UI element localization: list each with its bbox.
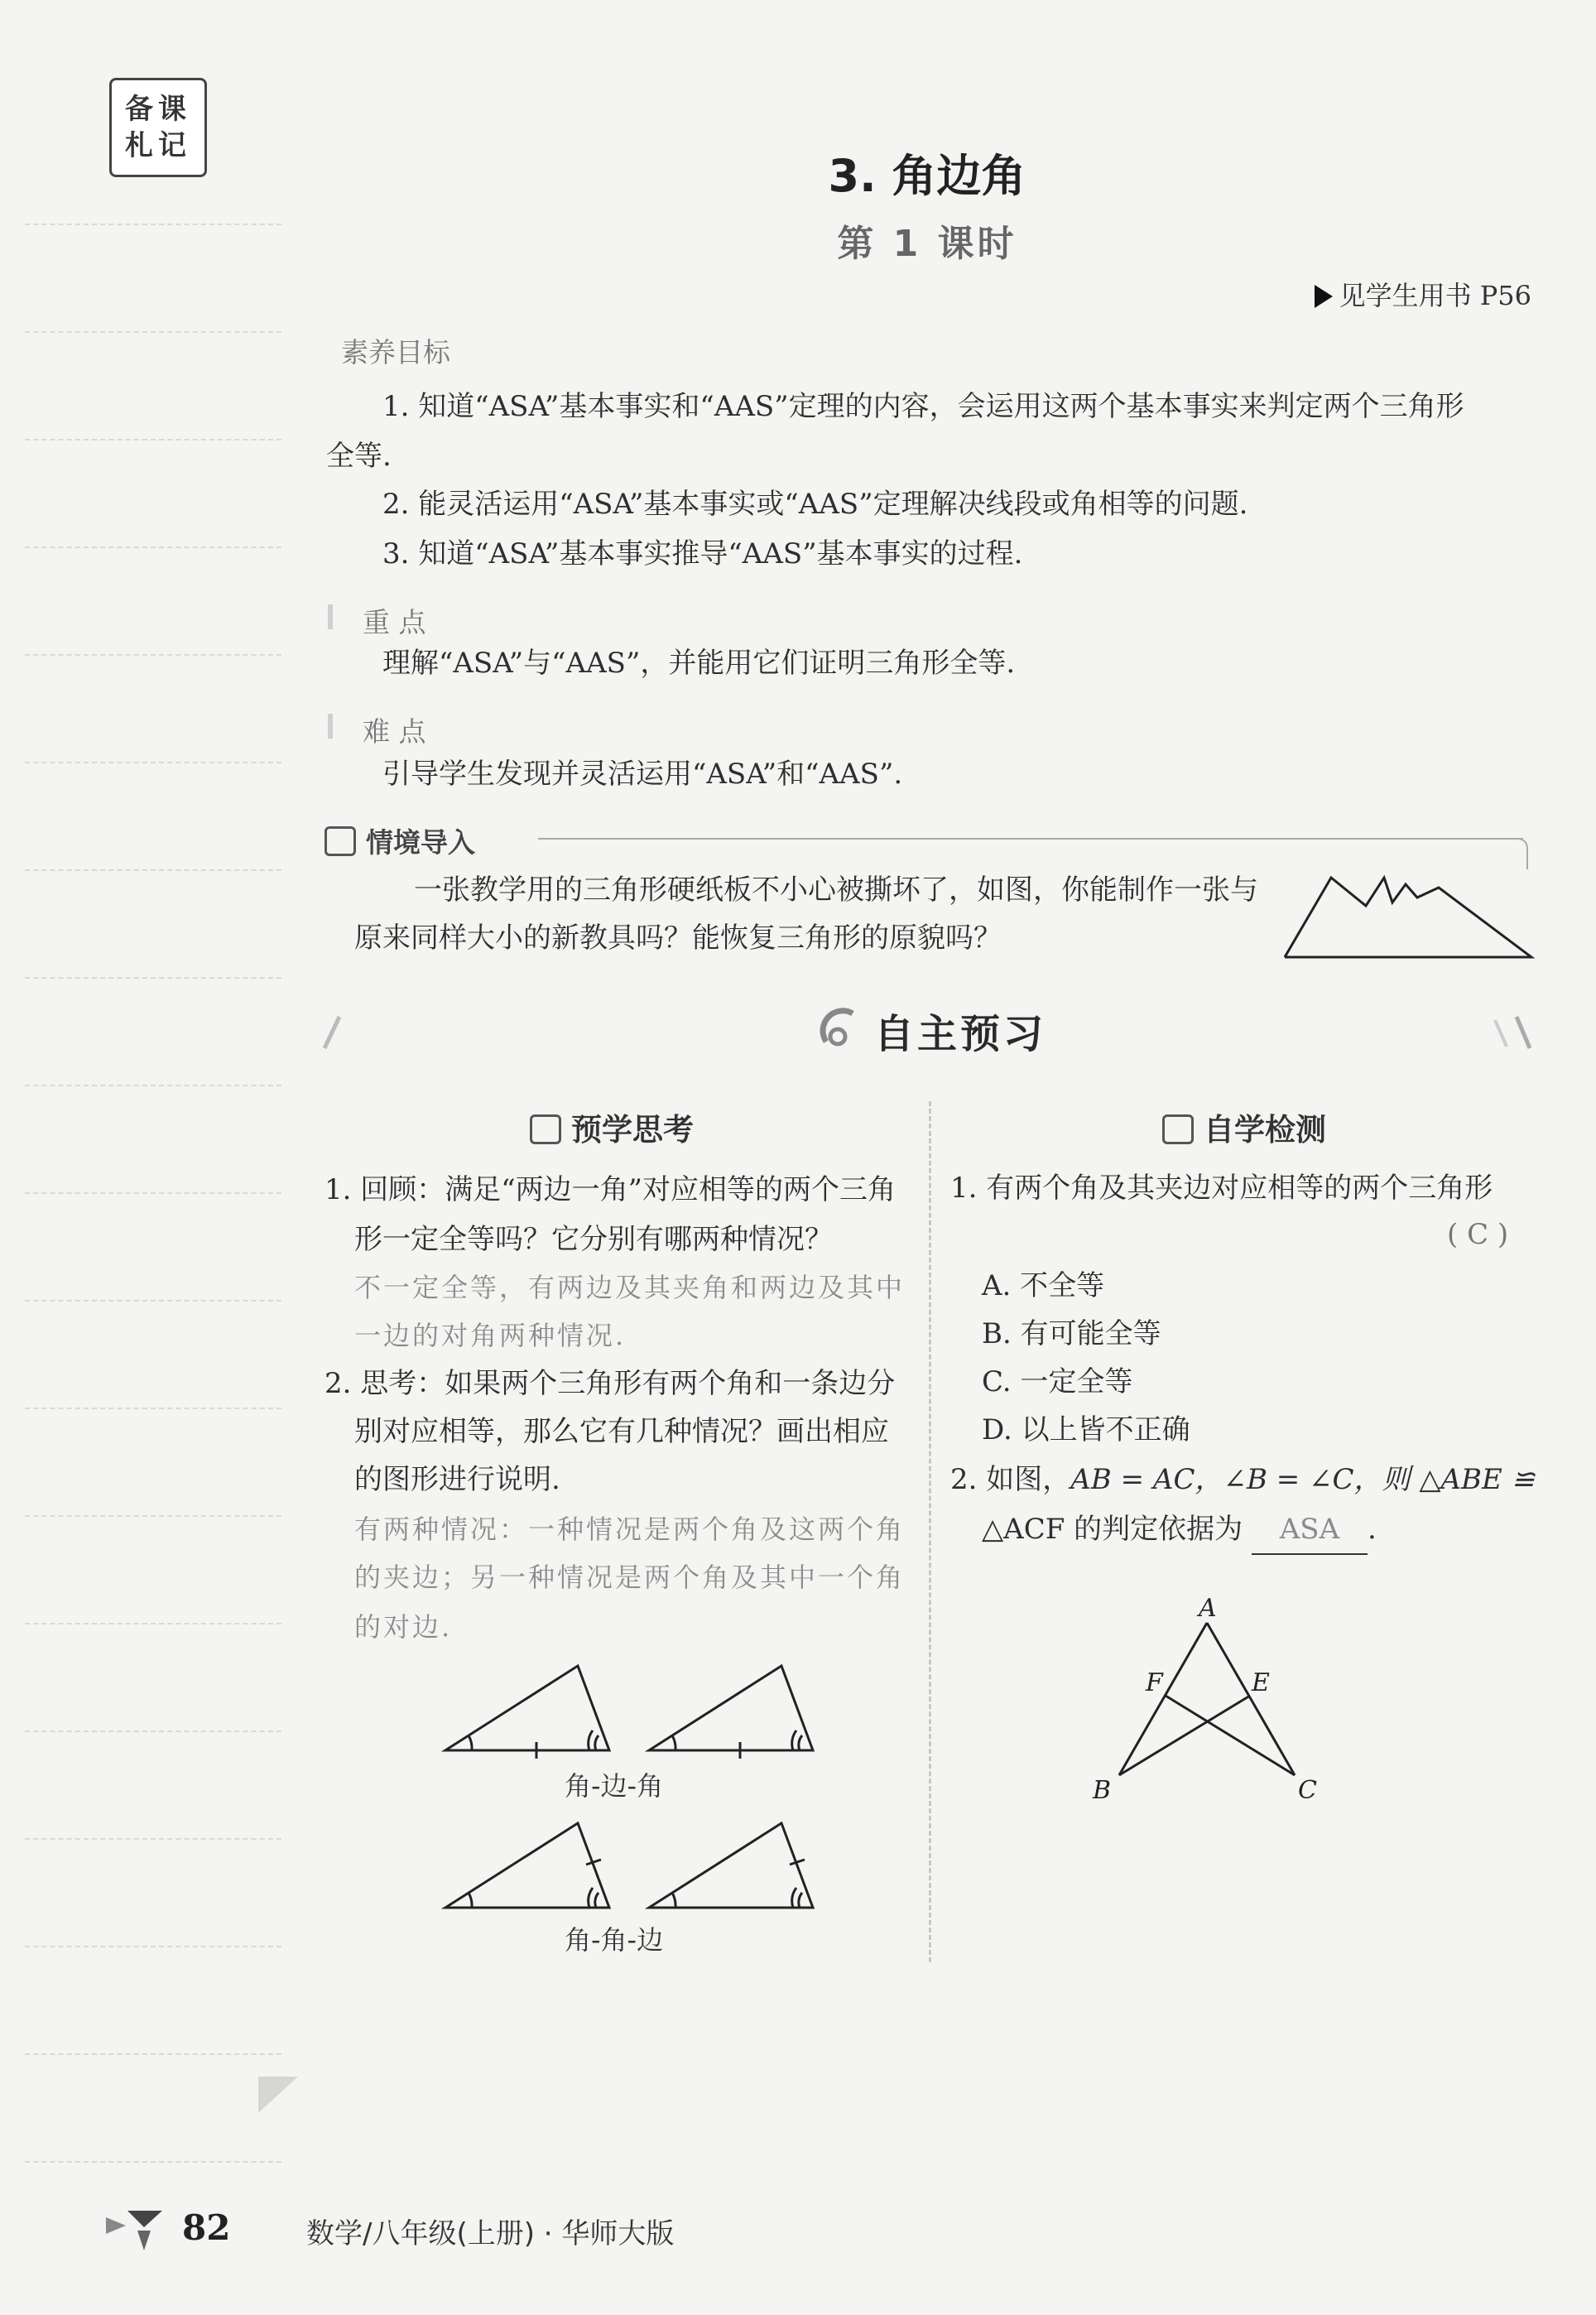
footer-logo-icon <box>103 2206 166 2252</box>
r1-option-c: C. 一定全等 <box>982 1365 1133 1398</box>
key-bar <box>328 604 333 629</box>
section-title: 自主预习 <box>873 1011 1046 1057</box>
r1-stem: 1. 有两个角及其夹边对应相等的两个三角形 <box>950 1172 1493 1205</box>
lesson-notes-badge: 备课 札记 <box>109 78 207 177</box>
r1-option-a: A. 不全等 <box>982 1269 1105 1302</box>
q1-line-2: 形一定全等吗？它分别有哪两种情况？ <box>354 1223 833 1256</box>
intro-line-1: 一张教学用的三角形硬纸板不小心被撕坏了，如图，你能制作一张与 <box>414 874 1258 907</box>
torn-triangle-figure <box>1281 866 1535 967</box>
difficulty-bar <box>328 714 333 739</box>
aas-caption: 角-角-边 <box>565 1924 664 1956</box>
goals-label: 素养目标 <box>341 336 450 368</box>
goal-2: 2. 能灵活运用“ASA”基本事实或“AAS”定理解决线段或角相等的问题. <box>382 488 1248 521</box>
page-subtitle: 第 1 课时 <box>837 223 1017 265</box>
check-box-icon <box>1162 1114 1194 1144</box>
q2-answer-1: 有两种情况：一种情况是两个角及这两个角 <box>354 1514 906 1545</box>
r1-option-b: B. 有可能全等 <box>982 1317 1161 1350</box>
intro-heading: 情境导入 <box>324 821 475 860</box>
label-b: B <box>1093 1776 1112 1805</box>
triangle-abc-figure <box>1073 1591 1354 1807</box>
label-e: E <box>1252 1668 1270 1697</box>
intro-box-icon <box>324 826 356 856</box>
student-book-ref: 见学生用书 P56 <box>1315 275 1531 313</box>
page-title: 3. 角边角 <box>828 150 1026 202</box>
goal-1: 1. 知道“ASA”基本事实和“AAS”定理的内容，会运用这两个基本事实来判定两个三角形 <box>382 390 1464 423</box>
q2-answer-2: 的夹边；另一种情况是两个角及其中一个角 <box>354 1562 906 1593</box>
r1-option-d: D. 以上皆不正确 <box>982 1413 1190 1446</box>
think-box-icon <box>530 1114 561 1144</box>
page-number: 82 <box>182 2207 231 2248</box>
r1-answer: ( C ) <box>1447 1218 1509 1251</box>
q2-line-1: 2. 思考：如果两个三角形有两个角和一条边分 <box>324 1367 896 1400</box>
goal-3: 3. 知道“ASA”基本事实推导“AAS”基本事实的过程. <box>382 537 1023 570</box>
right-column-title: 自学检测 <box>1162 1105 1326 1149</box>
q2-answer-3: 的对边. <box>354 1611 453 1643</box>
label-a: A <box>1199 1594 1217 1623</box>
q2-line-2: 别对应相等，那么它有几种情况？画出相应 <box>354 1415 889 1448</box>
q1-answer-1: 不一定全等，有两边及其夹角和两边及其中 <box>354 1272 906 1303</box>
q2-line-3: 的图形进行说明. <box>354 1463 560 1496</box>
r2-line-2: △ACF 的判定依据为 ASA . <box>982 1505 1377 1555</box>
goal-1-cont: 全等. <box>326 440 392 473</box>
key-text: 理解“ASA”与“AAS”，并能用它们证明三角形全等. <box>382 647 1016 680</box>
difficulty-label: 难 点 <box>363 715 426 748</box>
corner-fold-icon <box>258 2077 300 2115</box>
column-divider <box>929 1101 931 1962</box>
r2-line-1: 2. 如图，AB = AC，∠B = ∠C，则 △ABE ≌ <box>950 1463 1536 1496</box>
label-f: F <box>1146 1668 1163 1697</box>
intro-line-2: 原来同样大小的新教具吗？能恢复三角形的原貌吗？ <box>354 922 1002 955</box>
r2-answer-blank: ASA <box>1252 1505 1368 1555</box>
book-title: 数学/八年级(上册) · 华师大版 <box>306 2217 675 2250</box>
left-column-title: 预学思考 <box>530 1105 694 1149</box>
play-triangle-icon <box>1315 285 1333 308</box>
asa-caption: 角-边-角 <box>565 1770 664 1802</box>
key-label: 重 点 <box>363 606 426 638</box>
intro-rule <box>538 838 1523 840</box>
label-c: C <box>1298 1776 1317 1805</box>
aas-triangles-figure <box>439 1817 828 1919</box>
q1-answer-2: 一边的对角两种情况. <box>354 1320 627 1351</box>
difficulty-text: 引导学生发现并灵活运用“ASA”和“AAS”. <box>382 758 903 791</box>
intro-rule-corner <box>1518 838 1528 869</box>
q1-line-1: 1. 回顾：满足“两边一角”对应相等的两个三角 <box>324 1173 897 1206</box>
asa-triangles-figure <box>439 1659 828 1762</box>
